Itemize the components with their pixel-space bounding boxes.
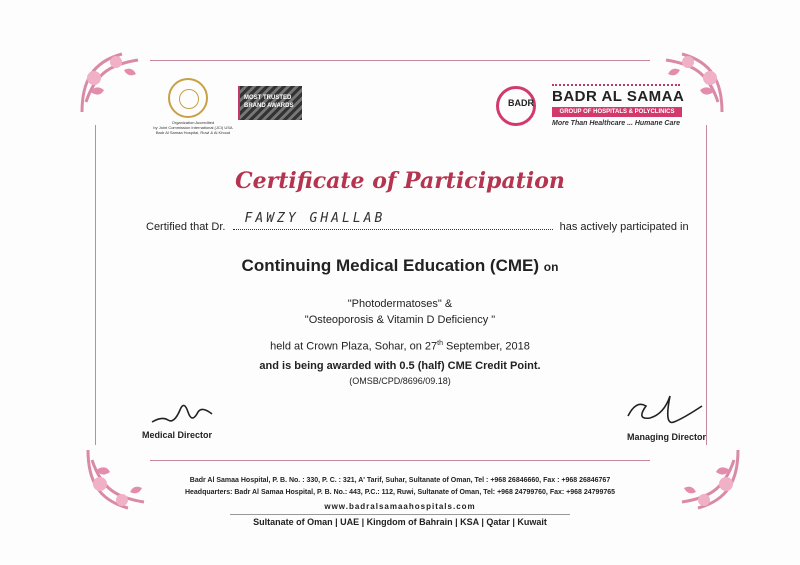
footer-address-2: Headquarters: Badr Al Samaa Hospital, P. B. No.: 443, P.C.: 112, Ruwi, Sultanate of Oman, Tel: +968 24799760, Fax: +968 24799765 xyxy=(184,489,616,496)
footer-countries: Sultanate of Oman | UAE | Kingdom of Bahrain | KSA | Qatar | Kuwait xyxy=(253,517,547,527)
badr-al-samaa-logo xyxy=(492,76,692,136)
managing-director-title: Managing Director xyxy=(627,432,707,442)
venue-ordinal: th xyxy=(437,340,443,347)
reference-number: (OMSB/CPD/8696/09.18) xyxy=(349,376,451,386)
frame-bottom xyxy=(150,460,650,461)
footer-address-1: Badr Al Samaa Hospital, P. B. No. : 330, P. C. : 321, A' Tarif, Suhar, Sultanate of Oman, Tel : +968 26846660, Fax : +968 26846767 xyxy=(189,477,611,484)
program-suffix: on xyxy=(543,260,559,274)
emblem-text: BADR xyxy=(508,98,534,108)
medical-director-signature-icon xyxy=(148,392,218,428)
award-line: and is being awarded with 0.5 (half) CME Credit Point. xyxy=(259,360,541,372)
medical-director-title: Medical Director xyxy=(142,430,213,440)
accreditation-text xyxy=(148,120,238,135)
accreditation-line-3: Badr Al Samaa Hospital, Ruwi & Al Khoud xyxy=(155,130,231,135)
accreditation-line-1: Organization Accredited xyxy=(171,120,215,125)
topic-1: "Photodermatoses" & xyxy=(347,298,453,310)
footer-divider xyxy=(230,514,570,515)
corner-ornament-top-left xyxy=(72,42,152,122)
program-heading xyxy=(0,256,800,276)
arabic-name-line xyxy=(552,78,680,86)
accreditation-line-2: by Joint Commission International (JCI) USA xyxy=(153,125,233,130)
trusted-brand-award-badge xyxy=(238,86,302,120)
certified-line xyxy=(146,211,689,233)
brand-subtitle: GROUP OF HOSPITALS & POLYCLINICS xyxy=(552,107,682,117)
brand-tagline: More Than Healthcare ... Humane Care xyxy=(552,120,680,127)
award-text: MOST TRUSTED BRAND AWARDS xyxy=(244,95,294,109)
program-name: Continuing Medical Education (CME) xyxy=(241,256,540,275)
venue-text: held at Crown Plaza, Sohar, on 27 xyxy=(270,340,438,353)
topic-2: "Osteoporosis & Vitamin D Deficiency " xyxy=(304,314,496,326)
managing-director-signature-icon xyxy=(618,390,708,430)
brand-name: BADR AL SAMAA xyxy=(552,88,685,105)
venue-date: September, 2018 xyxy=(442,340,530,353)
recipient-name: FAWZY GHALLAB xyxy=(244,211,386,226)
jci-seal-icon xyxy=(168,78,208,118)
frame-top xyxy=(150,60,650,61)
footer-website: www.badralsamaahospitals.com xyxy=(324,502,476,511)
certified-suffix: has actively participated in xyxy=(559,221,689,233)
venue-line xyxy=(0,340,800,353)
recipient-field xyxy=(233,211,553,230)
accreditation-logo xyxy=(148,78,308,136)
certified-prefix: Certified that Dr. xyxy=(146,221,226,233)
certificate-title: Certificate of Participation xyxy=(235,168,565,194)
